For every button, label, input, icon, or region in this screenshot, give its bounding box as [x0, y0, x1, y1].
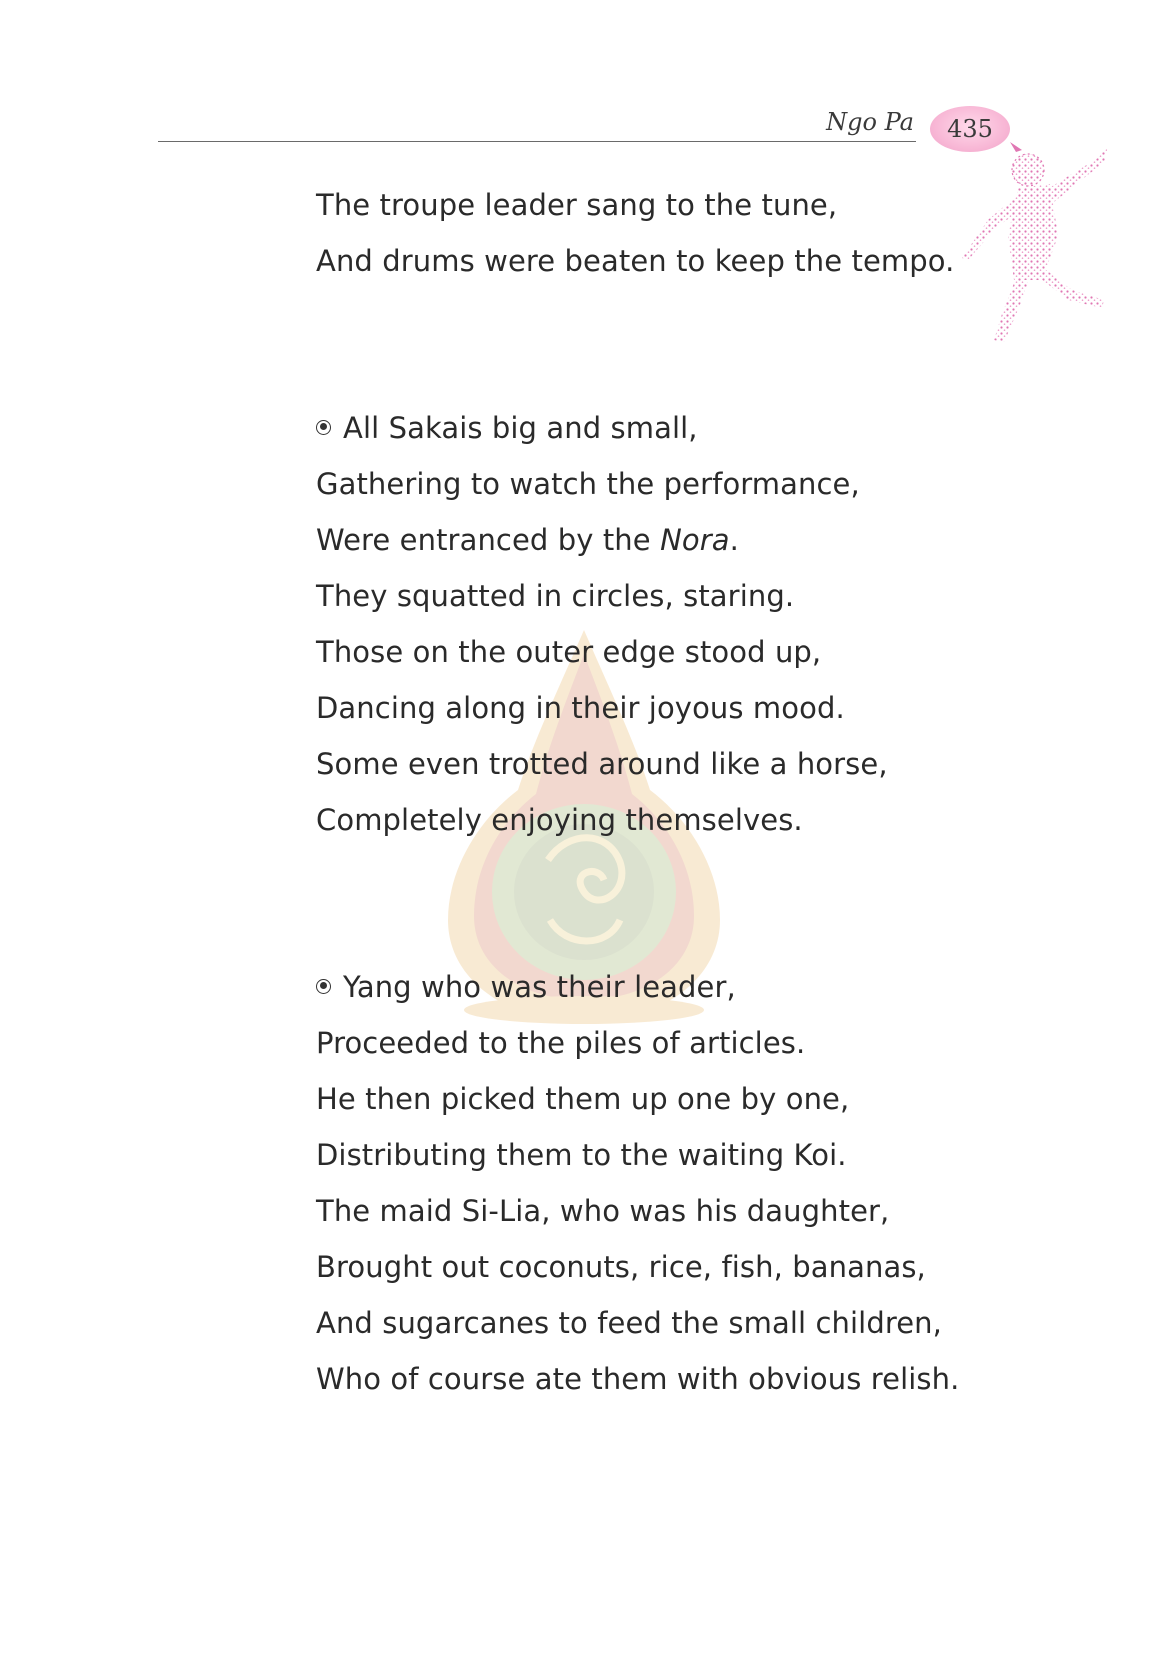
header-rule	[158, 141, 916, 142]
bullet-icon	[316, 979, 331, 994]
poem-line: He then picked them up one by one,	[316, 1082, 850, 1116]
poem-line: And drums were beaten to keep the tempo.	[316, 244, 955, 278]
poem-line: Distributing them to the waiting Koi.	[316, 1138, 847, 1172]
poem-line-text: Were entranced by the	[316, 523, 651, 557]
page-number: 435	[947, 115, 993, 143]
poem-line: Those on the outer edge stood up,	[316, 635, 822, 669]
nora-term: Nora	[660, 523, 730, 557]
poem-line: They squatted in circles, staring.	[316, 579, 795, 613]
poem-line-text: Yang who was their leader,	[343, 970, 736, 1004]
poem-line	[316, 410, 698, 446]
poem-line	[316, 522, 739, 558]
poem-line: The maid Si-Lia, who was his daughter,	[316, 1194, 890, 1228]
poem-line: Who of course ate them with obvious relish.	[316, 1362, 960, 1396]
poem-line	[316, 969, 736, 1005]
poem-line: Completely enjoying themselves.	[316, 803, 803, 837]
poem-line: Proceeded to the piles of articles.	[316, 1026, 806, 1060]
poem-line: Brought out coconuts, rice, fish, bananas,	[316, 1250, 926, 1284]
poem-line: Some even trotted around like a horse,	[316, 747, 888, 781]
poem-line-text: All Sakais big and small,	[343, 411, 698, 445]
running-title: Ngo Pa	[826, 108, 914, 136]
poem-line: And sugarcanes to feed the small children,	[316, 1306, 942, 1340]
poem-line: The troupe leader sang to the tune,	[316, 188, 838, 222]
poem-line: Dancing along in their joyous mood.	[316, 691, 845, 725]
line-end: .	[729, 523, 739, 557]
poem-line: Gathering to watch the performance,	[316, 467, 860, 501]
bullet-icon	[316, 420, 331, 435]
dancer-illustration-icon	[958, 140, 1126, 346]
